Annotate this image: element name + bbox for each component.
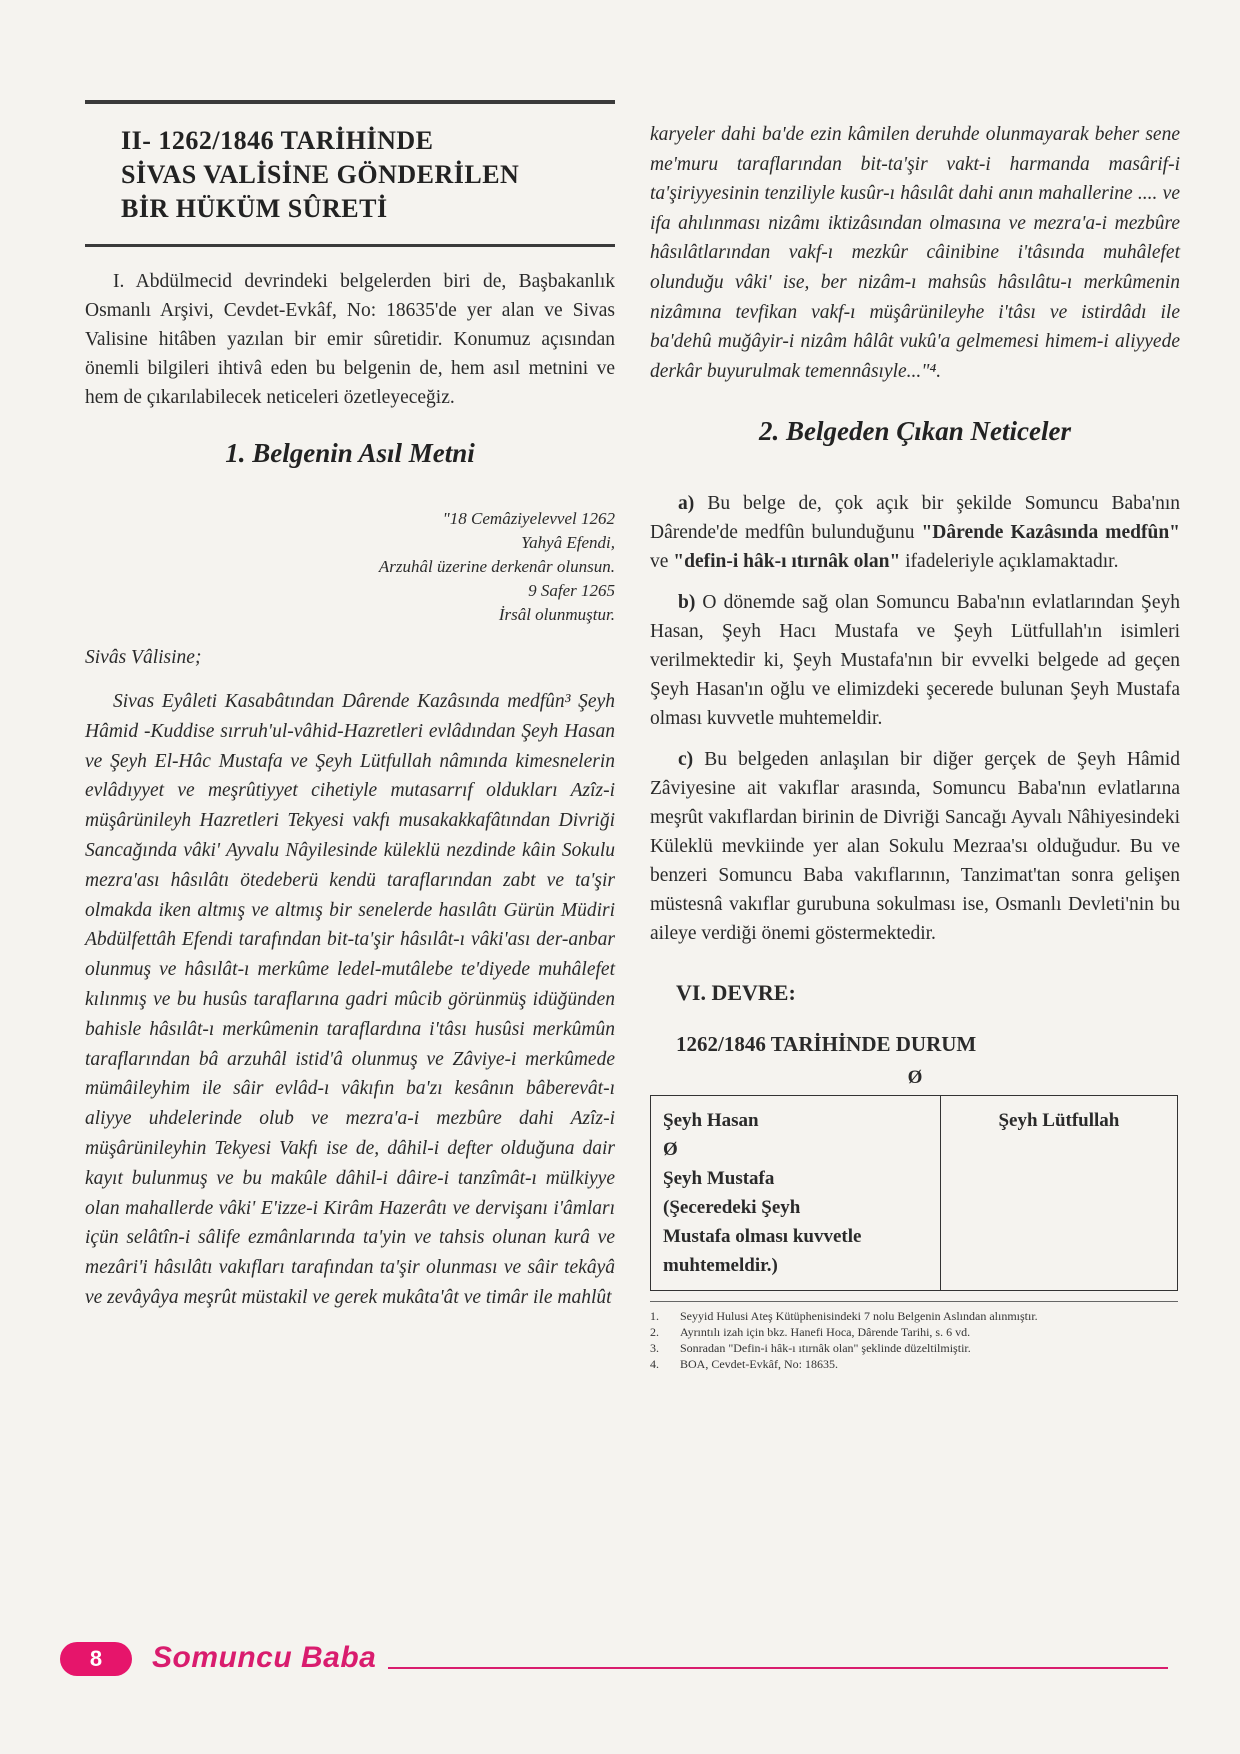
item-label-a: a)	[678, 493, 695, 515]
lineage-cell-hasan	[651, 1096, 941, 1291]
heading-rule	[85, 244, 615, 247]
footnote-number: 3.	[650, 1341, 659, 1356]
left-column	[85, 100, 615, 1313]
lineage-table	[650, 1095, 1178, 1291]
section-heading-line: II- 1262/1846 TARİHİNDE	[121, 126, 434, 155]
subheading-conclusions: 2. Belgeden Çıkan Neticeler	[759, 416, 1071, 447]
item-label-b: b)	[678, 592, 696, 614]
conclusion-b-text: O dönemde sağ olan Somuncu Baba'nın evlatlarından Şeyh Hasan, Şeyh Hacı Mustafa ve Şeyh Lütfullah'ın isimleri verilmektedir ki, Şeyh Mustafa'nın bir evvelki belgede ad geçen Şeyh Hasan'ın oğlu ve elimizdeki şecerede bulunan Şeyh Mustafa olması kuvvetle muhtemeldir.	[650, 592, 1180, 730]
footnote-number: 2.	[650, 1325, 659, 1340]
item-label-c: c)	[678, 749, 694, 771]
footnote-number: 1.	[650, 1309, 659, 1324]
lineage-note: (Şeceredeki Şeyh	[663, 1197, 801, 1219]
lineage-name: Şeyh Hasan	[663, 1110, 759, 1132]
intro-paragraph: I. Abdülmecid devrindeki belgelerden biri de, Başbakanlık Osmanlı Arşivi, Cevdet-Evkâf, No: 18635'de yer alan ve Sivas Valisine hitâben yazılan bir emir sûretidir. Konumuz açısından önemli bilgileri ihtivâ eden bu belgenin de, hem asıl metnini ve hem de çıkarılabilecek neticeleri özetleyeceğiz.	[85, 271, 615, 408]
footnote	[650, 1356, 1180, 1372]
conclusion-a-mid: ve	[650, 551, 674, 573]
conclusion-b	[650, 588, 1180, 733]
lineage-connector: Ø	[907, 1067, 923, 1089]
footnotes	[650, 1308, 1180, 1372]
body-continuation: karyeler dahi ba'de ezin kâmilen deruhde olunmayarak beher sene me'muru taraflarından bit-ta'şir vakt-i harmanda masârif-i ta'şiriyyesinin tenziliyle kusûr-ı hâsılât dahi anın mahallerine .... ve ifa ahılınması nizâmı iktizâsından olmasına ve mezra'a-i mezbûre hâsılâtlarından vakf-ı mezkûr câinibine i'tâsında muhâlefet olunduğu vâki' ise, ber nizâm-ı mahsûs hâsılâtu-ı merkûmenin nizâmına tevfikan vakf-ı müşârünileyhe i'tâsı ve istirdâdı ile ba'dehû muğâyir-i nizâm hâlât vukû'a gelmemesi himem-i aliyyede derkâr buyurulmak temennâsıyle..."⁴.	[650, 124, 1180, 382]
footnote-text: BOA, Cevdet-Evkâf, No: 18635.	[680, 1357, 838, 1372]
lineage-name: Şeyh Lütfullah	[998, 1110, 1120, 1132]
sign-line: 9 Safer 1265	[528, 581, 615, 600]
period-heading: VI. DEVRE:	[676, 980, 796, 1006]
footnote-rule	[650, 1301, 1178, 1302]
footnote-text: Seyyid Hulusi Ateş Kütüphenisindeki 7 nolu Belgenin Aslından alınmıştır.	[680, 1309, 1038, 1324]
sign-line: İrsâl olunmuştur.	[498, 605, 615, 624]
signature-block	[85, 507, 615, 627]
footer-rule	[388, 1667, 1168, 1669]
footnote	[650, 1324, 1180, 1340]
section-heading-line: SİVAS VALİSİNE GÖNDERİLEN	[121, 160, 520, 189]
lineage-note: muhtemeldir.)	[663, 1255, 778, 1277]
lineage-connector: Ø	[663, 1139, 678, 1161]
lineage-note: Mustafa olması kuvvetle	[663, 1226, 862, 1248]
conclusion-a-end: ifadeleriyle açıklamaktadır.	[900, 551, 1119, 573]
top-rule	[85, 100, 615, 104]
footnote-text: Sonradan "Defin-i hâk-ı ıtırnâk olan" şeklinde düzeltilmiştir.	[680, 1341, 971, 1356]
lineage-name: Şeyh Mustafa	[663, 1168, 775, 1190]
conclusion-a	[650, 489, 1180, 576]
conclusion-a-text: Bu belge de, çok açık bir şekilde Somuncu Baba'nın Dârende'de medfûn bulunduğunu	[650, 493, 1180, 544]
document-body: Sivas Eyâleti Kasabâtından Dârende Kazâsında medfûn³ Şeyh Hâmid -Kuddise sırruh'ul-vâhid-Hazretleri evlâdından Şeyh Hasan ve Şeyh El-Hâc Mustafa ve Şeyh Lütfullah nâmında kimesnelerin evlâdıyyet ve meşrûtiyyet cihetiyle mutasarrıf oldukları Azîz-i müşârünileyh Hazretleri Tekyesi vakfı musakakkafâtından Divriği Sancağında vâki' Ayvalu Nâyilesinde küleklü nezdinde kâin Sokulu mezra'ası hâsılâtı ötedeberü kendü taraflarından zabt ve ta'şir olmakda iken altmış ve altmış bir senelerde hasılâtı Gürün Müdiri Abdülfettâh Efendi tarafından bit-ta'şir hâsılât-ı vâki'ası der-anbar olunmuş ve hâsılât-ı merkûme ledel-mutâlebe te'diyede muhâlefet kılınmış ve bu husûs taraflarına gadri mûcib görünmüş idüğünden bahisle hâsılât-ı merkûmenin taraflardına i'tâsı husûsi merkûmûn taraflarından bâ arzuhâl istid'â olunmuş ve Zâviye-i merkûmede mümâileyhim ile sâir evlâd-ı vâkıfın ba'zı kesânın bâberevât-ı aliyye uhdelerinde olub ve mezra'a-i mezbûre dahi Azîz-i müşârünileyhin Tekyesi Vakfı ise de, dâhil-i defter olduğuna dair kayıt bulunmuş ve bu makûle dâhil-i dâire-i tanzîmât-ı mülkiyye olan mahallerde vâki' E'izze-i Kirâm Hazerâtı ve dervişanı i'âmları içün selâtîn-i sâlife ezmânlarında ta'yin ve tahsis olunan kurâ ve mezâri'i hâsılâtı vakıfları tarafından ta'şir olunması ve sâir tekâyâ ve zevâyâya meşrût müstakil ve gerek mukâta'ât ve timâr ile mahlût	[85, 691, 615, 1308]
footnote-number: 4.	[650, 1357, 659, 1372]
footnote	[650, 1340, 1180, 1356]
conclusion-c	[650, 745, 1180, 948]
conclusion-c-text: Bu belgeden anlaşılan bir diğer gerçek de Şeyh Hâmid Zâviyesine ait vakıflar arasında, Somuncu Baba'nın evlatlarına meşrût vakıflardan birinin de Divriği Sancağı Ayvalı Nâhiyesindeki Küleklü mevkiinde yer alan Sokulu Mezraa'sı olduğudur. Bu ve benzeri Somuncu Baba vakıflarının, Tanzimat'tan sonra gelişen müstesnâ vakıflar gurubuna sokulması ise, Osmanlı Devleti'nin bu aileye verdiği önemi göstermektedir.	[650, 749, 1180, 945]
magazine-logo: Somuncu Baba	[152, 1641, 377, 1674]
sign-line: Yahyâ Efendi,	[521, 533, 615, 552]
subheading-original-text: 1. Belgenin Asıl Metni	[225, 438, 475, 468]
footnote-text: Ayrıntılı izah için bkz. Hanefi Hoca, Dârende Tarihi, s. 6 vd.	[680, 1325, 971, 1340]
section-heading	[121, 124, 615, 226]
sign-line: Arzuhâl üzerine derkenâr olunsun.	[378, 557, 615, 576]
lineage-cell-lutfullah	[940, 1096, 1177, 1291]
footnote	[650, 1308, 1180, 1324]
quote-medfun: "Dârende Kazâsında medfûn"	[921, 522, 1180, 544]
addressee: Sivâs Vâlisine;	[85, 647, 202, 668]
right-column	[650, 120, 1180, 1372]
page-number: 8	[60, 1642, 132, 1676]
sign-line: "18 Cemâziyelevvel 1262	[442, 509, 615, 528]
quote-defin: "defin-i hâk-ı ıtırnâk olan"	[673, 551, 901, 573]
status-heading: 1262/1846 TARİHİNDE DURUM	[676, 1032, 977, 1057]
section-heading-line: BİR HÜKÜM SÛRETİ	[121, 194, 388, 223]
